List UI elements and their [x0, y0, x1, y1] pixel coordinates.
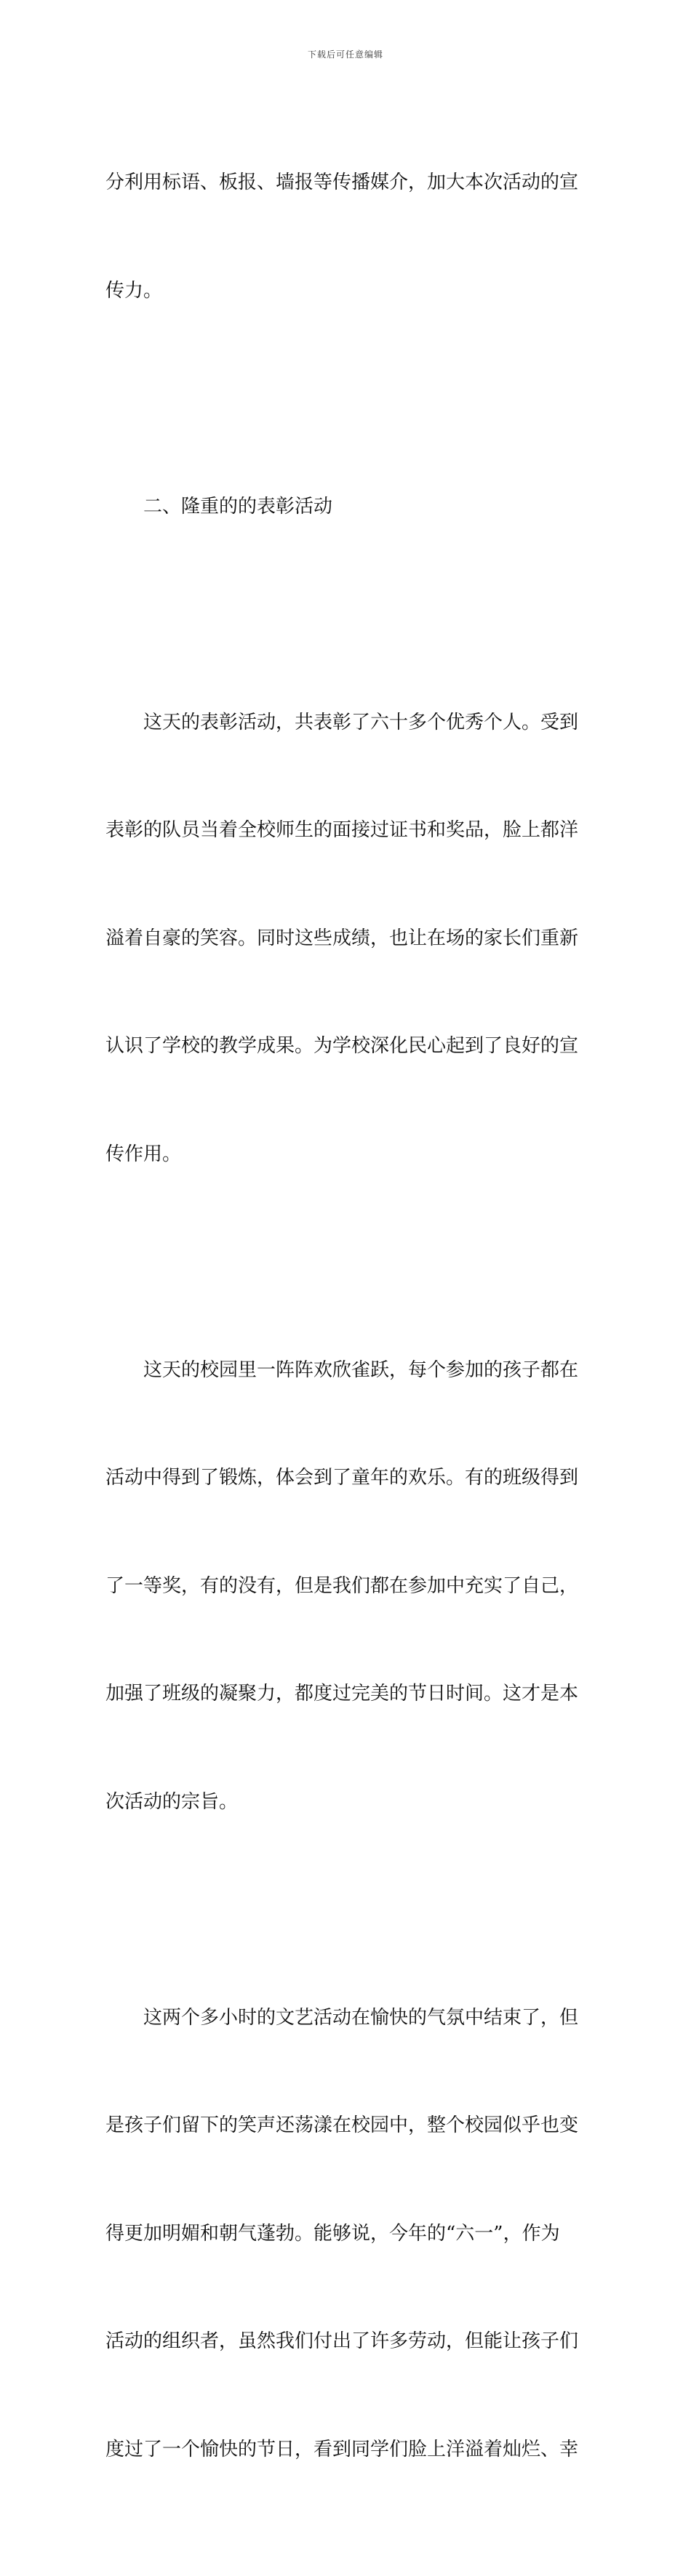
- paragraph-line: 溢着自豪的笑容。同时这些成绩，也让在场的家长们重新: [105, 927, 579, 949]
- paragraph-line: 度过了一个愉快的节日，看到同学们脸上洋溢着灿烂、幸: [105, 2438, 579, 2460]
- document-body: [105, 93, 587, 2576]
- paragraph-line: 传力。: [105, 279, 163, 302]
- paragraph-line: 这两个多小时的文艺活动在愉快的气氛中结束了，但: [143, 2006, 579, 2029]
- paragraph-line: 次活动的宗旨。: [105, 1790, 239, 1813]
- paragraph-4: [105, 1281, 587, 1893]
- paragraph-line: 得更加明媚和朝气蓬勃。能够说，今年的“六一”，作为: [105, 2222, 560, 2245]
- paragraph-line: 活动中得到了锻炼，体会到了童年的欢乐。有的班级得到: [105, 1467, 579, 1489]
- section-heading: [105, 417, 587, 597]
- paragraph-1: [105, 93, 587, 381]
- paragraph-line: 活动的组织者，虽然我们付出了许多劳动，但能让孩子们: [105, 2330, 579, 2352]
- paragraph-5: [105, 1928, 587, 2540]
- paragraph-line: 认识了学校的教学成果。为学校深化民心起到了良好的宣: [105, 1035, 579, 1057]
- paragraph-line: 了一等奖，有的没有，但是我们都在参加中充实了自己，: [105, 1574, 579, 1597]
- section-heading-text: 二、隆重的的表彰活动: [143, 495, 333, 518]
- paragraph-line: 这天的校园里一阵阵欢欣雀跃，每个参加的孩子都在: [143, 1359, 579, 1381]
- paragraph-line: 传作用。: [105, 1143, 182, 1165]
- page-header: 下载后可任意编辑: [307, 49, 383, 60]
- paragraph-line: 是孩子们留下的笑声还荡漾在校园中，整个校园似乎也变: [105, 2114, 579, 2136]
- paragraph-line: 分利用标语、板报、墙报等传播媒介，加大本次活动的宣: [105, 172, 579, 193]
- paragraph-line: 表彰的队员当着全校师生的面接过证书和奖品，脸上都洋: [105, 819, 579, 841]
- paragraph-line: 这天的表彰活动，共表彰了六十多个优秀个人。受到: [143, 711, 579, 733]
- paragraph-3: [105, 633, 587, 1245]
- paragraph-line: 加强了班级的凝聚力，都度过完美的节日时间。这才是本: [105, 1683, 579, 1704]
